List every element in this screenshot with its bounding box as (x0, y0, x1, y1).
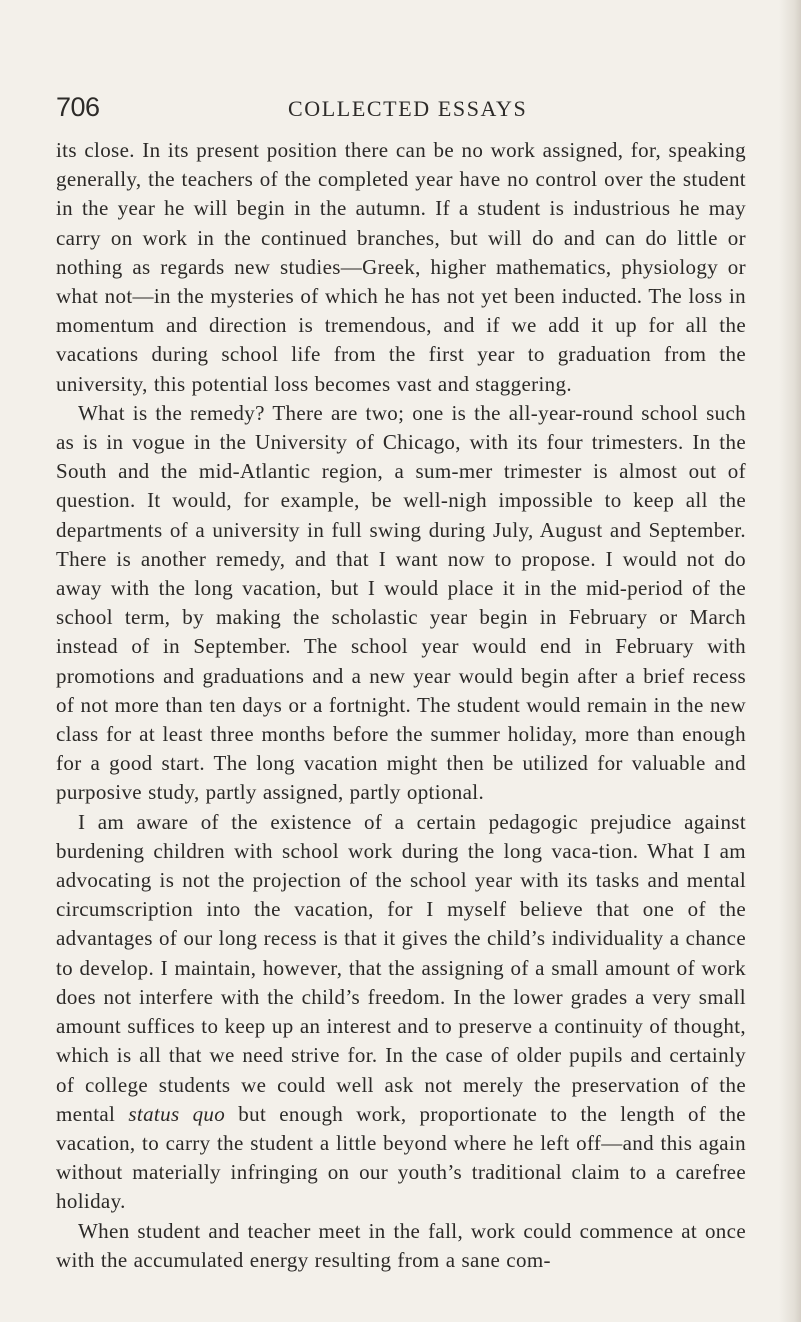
paragraph-3 (56, 808, 746, 1217)
paragraph-2: What is the remedy? There are two; one is the all-year-round school such as is in vogue in the University of Chicago, with its four trimesters. In the South and the mid-Atlantic region, a sum-mer trimester is almost out of question. It would, for example, be well-nigh impossible to keep all the departments of a university in full swing during July, August and September. There is another remedy, and that I want now to propose. I would not do away with the long vacation, but I would place it in the mid-period of the school term, by making the scholastic year begin in February or March instead of in September. The school year would end in February with promotions and graduations and a new year would begin after a brief recess of not more than ten days or a fortnight. The student would remain in the new class for at least three months before the summer holiday, more than enough for a good start. The long vacation might then be utilized for valuable and purposive study, partly assigned, partly optional. (56, 400, 746, 805)
paragraph-3-text-b: but enough work, proportionate to the length of the vacation, to carry the student a little beyond where he left off—and this again without materially infringing on our youth’s traditional claim to a carefree holiday. (56, 1101, 746, 1214)
page-edge-shadow (779, 0, 801, 1322)
page-number: 706 (56, 92, 100, 122)
paragraph-4: When student and teacher meet in the fall, work could commence at once with the accumulated energy resulting from a sane com- (56, 1218, 746, 1272)
paragraph-3-text-a: I am aware of the existence of a certain pedagogic prejudice against burdening children with school work during the long vaca-tion. What I am advocating is not the projection of the school year with its tasks and mental circumscription into the vacation, for I myself believe that one of the advantages of our long recess is that it gives the child’s individuality a chance to develop. I maintain, however, that the assigning of a small amount of work does not interfere with the child’s freedom. In the lower grades a very small amount suffices to keep up an interest and to preserve a continuity of thought, which is all that we need strive for. In the case of older pupils and certainly of college students we could well ask not merely the preservation of the mental (56, 809, 746, 1126)
running-title: COLLECTED ESSAYS (288, 96, 528, 121)
paragraph-1: its close. In its present position there can be no work assigned, for, speaking generally, the teachers of the completed year have no control over the student in the year he will begin in the autumn. If a student is industrious he may carry on work in the continued branches, but will do and can do little or nothing as regards new studies—Greek, higher mathematics, physiology or what not—in the mysteries of which he has not yet been inducted. The loss in momentum and direction is tremendous, and if we add it up for all the vacations during school life from the first year to graduation from the university, this potential loss becomes vast and staggering. (56, 138, 746, 396)
body-text (56, 136, 746, 1275)
page-header (56, 92, 746, 126)
italic-phrase: status quo (128, 1101, 226, 1126)
